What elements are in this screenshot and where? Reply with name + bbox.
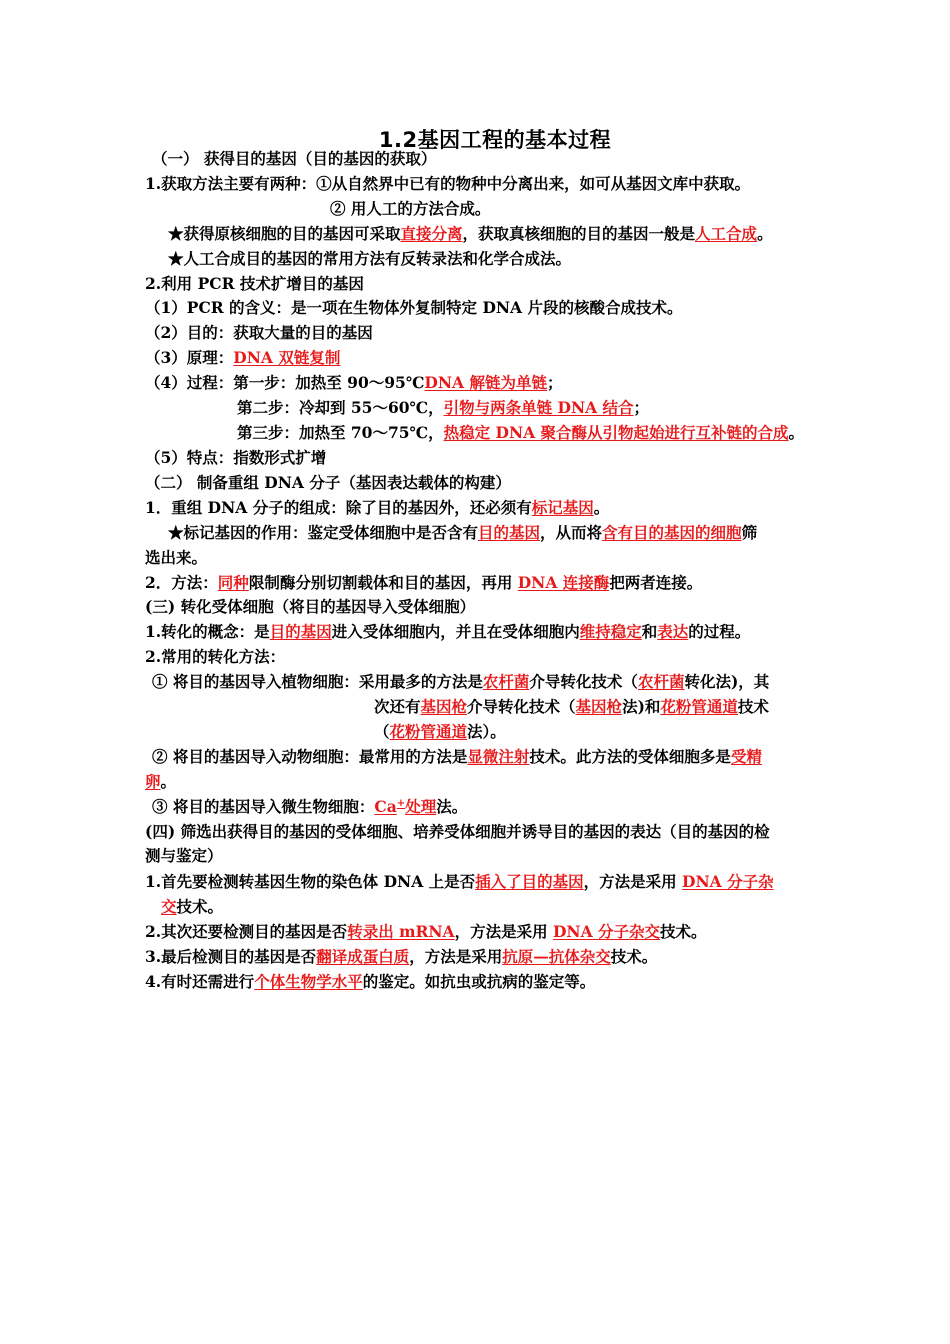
text-segment: （4）过程：第一步：加热至 90～95℃ [145,373,425,392]
text-segment: 2．方法： [145,573,218,592]
text-segment: 第二步：冷却到 55～60℃， [237,398,444,417]
text-line [145,573,702,593]
key-term: 转录出 mRNA [347,922,455,941]
text-segment: 测与鉴定） [145,846,223,865]
text-segment: ； [633,398,650,417]
key-term: 受精 [730,747,762,766]
text-segment: 技术。此方法的受体细胞多是 [529,747,731,766]
text-segment: 的过程。 [688,622,751,641]
text-line [168,523,757,543]
text-segment: 的鉴定。如抗虫或抗病的鉴定等。 [362,972,596,991]
key-term: 目的基因 [269,622,332,641]
text-segment: 2.其次还要检测目的基因是否 [145,922,348,941]
key-term: 显微注射 [467,747,530,766]
text-segment: 第三步：加热至 70～75℃， [237,423,444,442]
text-line [145,647,285,667]
text-segment: 转化法)，其 [684,672,770,691]
key-term: + [396,797,406,809]
text-line [374,722,506,742]
text-line [145,846,223,866]
key-term: DNA 分子杂交 [552,922,661,941]
text-segment: ，方法是采用 [583,872,683,891]
key-term: 标记基因 [531,498,594,517]
text-line [145,323,373,343]
key-term: DNA 连接酶 [517,573,610,592]
text-line [237,398,649,418]
text-line [374,697,769,717]
key-term: DNA 分子杂 [682,872,774,891]
text-line [145,922,707,942]
key-term: 热稳定 DNA 聚合酶从引物起始进行互补链的合成 [443,423,789,442]
text-segment: ★获得原核细胞的目的基因可采取 [168,224,401,243]
text-segment: 1．重组 DNA 分子的组成：除了目的基因外，还必须有 [145,498,532,517]
text-segment: 选出来。 [145,548,208,567]
text-line [145,298,682,318]
key-term: 插入了目的基因 [475,872,584,891]
text-segment: (四) 筛选出获得目的基因的受体细胞、培养受体细胞并诱导目的基因的表达（目的基因的检 [145,822,770,841]
text-segment: ★人工合成目的基因的常用方法有反转录法和化学合成法。 [168,249,572,268]
text-segment: （1）PCR 的含义：是一项在生物体外复制特定 DNA 片段的核酸合成技术。 [145,298,683,317]
text-line [145,174,750,194]
text-line [145,274,364,294]
key-term: 翻译成蛋白质 [316,947,410,966]
key-term: 维持稳定 [579,622,642,641]
text-line [168,249,571,269]
text-segment: ③ 将目的基因导入微生物细胞： [152,797,375,816]
text-line [145,947,657,967]
key-term: 花粉管通道 [660,697,738,716]
text-line [237,423,804,443]
text-line [145,498,609,518]
text-segment: 把两者连接。 [609,573,703,592]
key-term: 同种 [217,573,249,592]
text-line [152,672,769,692]
key-term: 基因枪 [420,697,468,716]
text-segment: 次还有 [374,697,421,716]
text-segment: （二） 制备重组 DNA 分子（基因表达载体的构建） [145,473,511,492]
key-term: 个体生物学水平 [254,972,363,991]
text-segment: （3）原理： [145,348,234,367]
text-line [145,373,562,393]
key-term: DNA 解链为单链 [424,373,547,392]
text-segment: 介导转化技术（ [467,697,576,716]
text-segment: 技术 [737,697,769,716]
text-segment: 进入受体细胞内，并且在受体细胞内 [331,622,580,641]
text-segment: 。 [788,423,805,442]
text-segment: 2.常用的转化方法： [145,647,286,666]
text-segment: 限制酶分别切割载体和目的基因，再用 [248,573,518,592]
key-term: 处理 [405,797,437,816]
text-segment: 1.获取方法主要有两种：①从自然界中已有的物种中分离出来，如可从基因文库中获取。 [145,174,751,193]
key-term: 人工合成 [695,224,758,243]
page-title: 1.2基因工程的基本过程 [378,128,612,152]
text-segment: 1.首先要检测转基因生物的染色体 DNA 上是否 [145,872,476,891]
text-line [145,872,774,892]
text-segment: ，方法是采用 [409,947,503,966]
key-term: 卵 [145,772,161,791]
key-term: 农杆菌 [482,672,530,691]
text-segment: （5）特点：指数形式扩增 [145,448,327,467]
text-line [145,473,511,493]
text-line [145,548,207,568]
text-segment: 2.利用 PCR 技术扩增目的基因 [145,274,364,293]
text-segment: ，方法是采用 [454,922,553,941]
key-term: 基因枪 [575,697,623,716]
text-segment: 和 [641,622,658,641]
text-segment: ，从而将 [540,523,603,542]
text-segment: 介导转化技术（ [529,672,638,691]
key-term: 引物与两条单链 DNA 结合 [443,398,634,417]
key-term: 交 [161,897,177,916]
text-segment: ② 用人工的方法合成。 [330,199,491,218]
text-segment: 。 [593,498,610,517]
text-segment: ① 将目的基因导入植物细胞：采用最多的方法是 [152,672,483,691]
text-segment: 法)和 [622,697,661,716]
key-term: 直接分离 [400,224,463,243]
text-line [145,348,340,368]
key-term: 农杆菌 [637,672,685,691]
key-term: 含有目的基因的细胞 [602,523,742,542]
text-segment: ，获取真核细胞的目的基因一般是 [462,224,696,243]
text-line [145,772,176,792]
text-segment: 法）。 [467,722,506,741]
key-term: 花粉管通道 [389,722,468,741]
key-term: 目的基因 [478,523,541,542]
text-segment: (三) 转化受体细胞（将目的基因导入受体细胞） [145,597,476,616]
text-segment: 技术。 [660,922,707,941]
text-segment: 筛 [741,523,758,542]
text-line [161,897,223,917]
key-term: Ca [374,797,397,816]
text-line [145,972,595,992]
text-line [168,224,773,244]
text-segment: 3.最后检测目的基因是否 [145,947,317,966]
text-segment: ② 将目的基因导入动物细胞：最常用的方法是 [152,747,468,766]
text-segment: 法。 [436,797,468,816]
text-segment: 技术。 [610,947,658,966]
key-term: 抗原—抗体杂交 [502,947,611,966]
text-segment: （一） 获得目的基因（目的基因的获取） [152,149,437,168]
text-segment: （2）目的：获取大量的目的基因 [145,323,373,342]
text-line [330,199,490,219]
text-segment: 1.转化的概念：是 [145,622,270,641]
text-line [145,822,770,842]
text-segment: ★标记基因的作用：鉴定受体细胞中是否含有 [168,523,479,542]
text-segment: 。 [160,772,177,791]
text-line [152,797,467,817]
text-line [152,747,762,767]
text-segment: （ [374,722,390,741]
text-line [145,622,750,642]
text-segment: ； [546,373,563,392]
text-segment: 技术。 [176,897,224,916]
text-segment: 4.有时还需进行 [145,972,255,991]
text-line [145,597,475,617]
text-line [152,149,436,169]
text-line [145,448,326,468]
key-term: DNA 双链复制 [233,348,341,367]
text-segment: 。 [757,224,773,243]
key-term: 表达 [657,622,689,641]
